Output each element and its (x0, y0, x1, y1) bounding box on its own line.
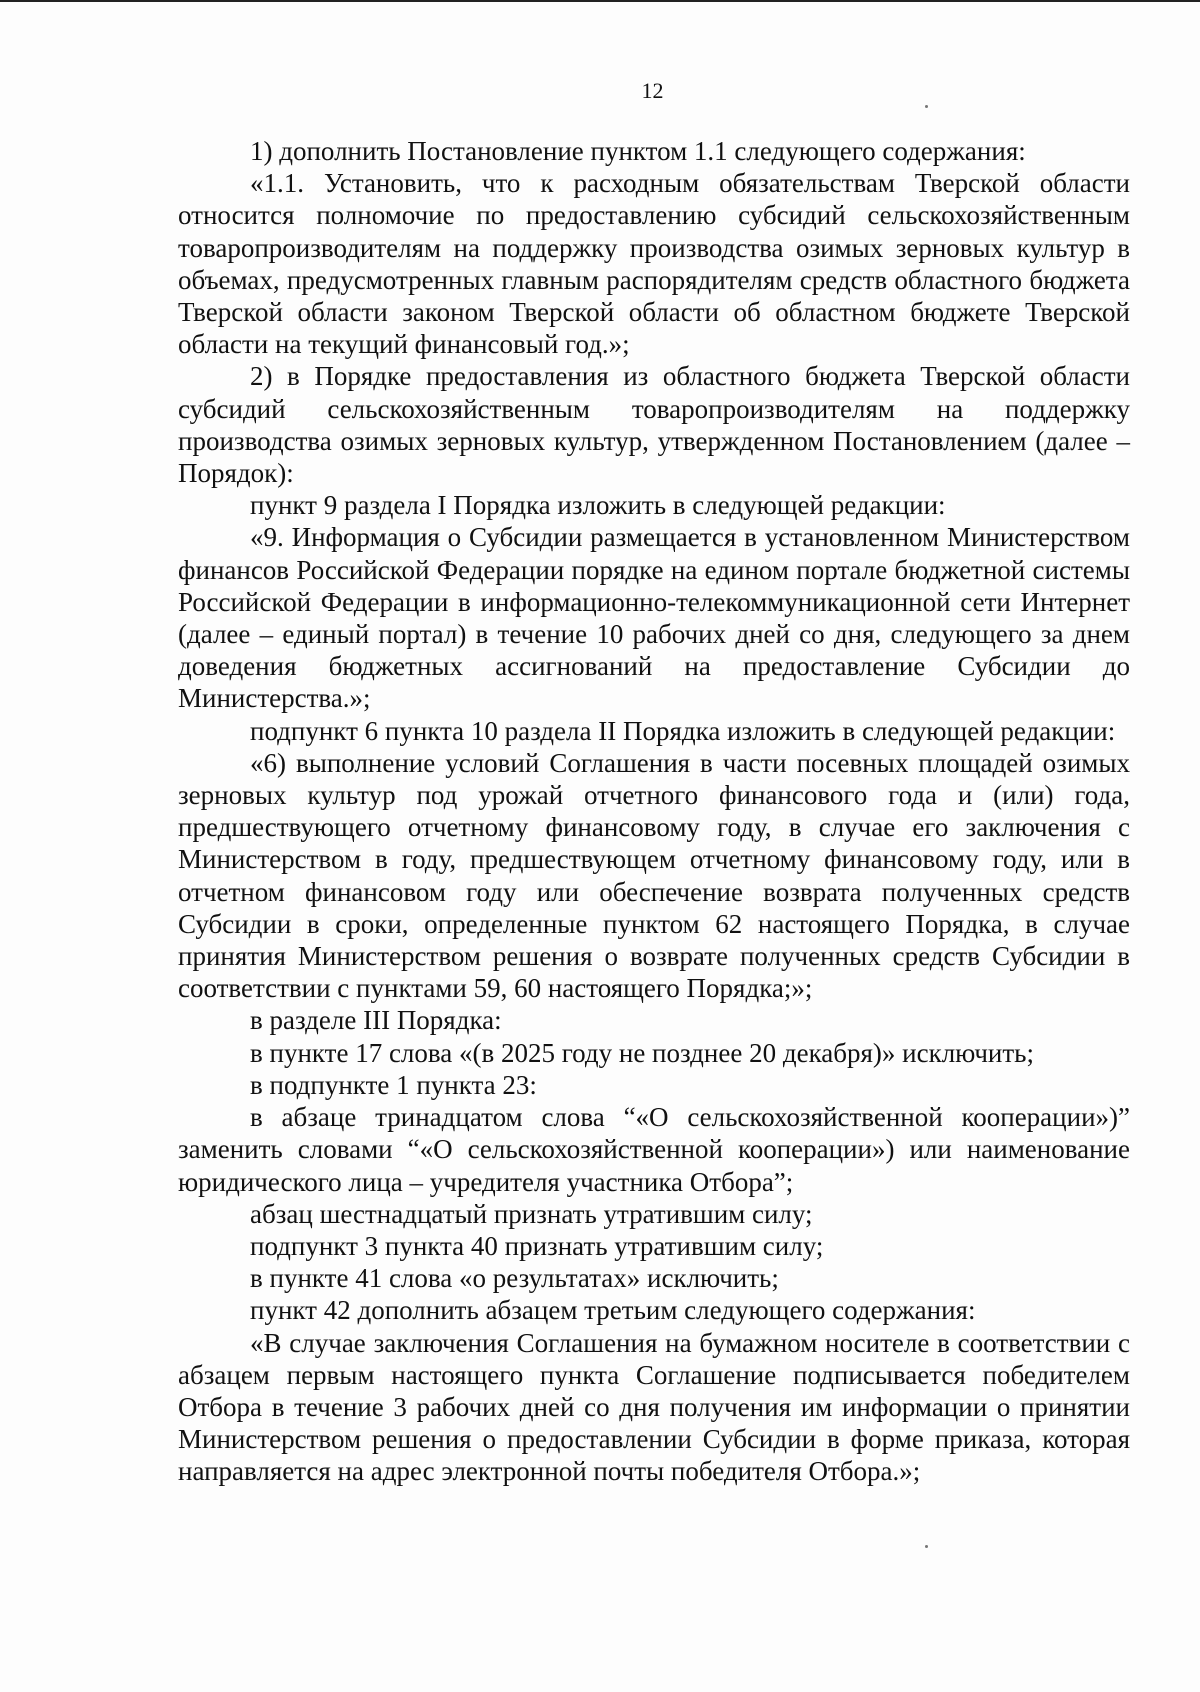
paragraph: пункт 42 дополнить абзацем третьим следующего содержания: (250, 1295, 976, 1326)
paragraph: абзац шестнадцатый признать утратившим силу; (250, 1198, 813, 1229)
paragraph: пункт 9 раздела I Порядка изложить в следующей редакции: (250, 490, 946, 521)
paragraph: «6) выполнение условий Соглашения в части посевных площадей озимых зерновых культур под урожай отчетного финансового года и (или) года, предшествующего отчетному финансовому году, в случае его заключения с Министерством в году, предшествующем отчетному финансовому году, или в отчетном финансовом году или обеспечение возврата полученных средств Субсидии в сроки, определенные пунктом 62 настоящего Порядка, в случае принятия Министерством решения о возврате полученных средств Субсидии в соответствии с пунктами 59, 60 настоящего Порядка;»; (178, 747, 1130, 1004)
page-number: 12 (641, 78, 664, 103)
scan-speck (925, 1545, 928, 1548)
paragraph: в пункте 17 слова «(в 2025 году не позднее 20 декабря)» исключить; (250, 1037, 1034, 1068)
paragraph: 2) в Порядке предоставления из областного бюджета Тверской области субсидий сельскохозяйственным товаропроизводителям на поддержку производства озимых зерновых культур, утвержденном Постановлением (далее – Порядок): (178, 361, 1130, 489)
paragraph: «9. Информация о Субсидии размещается в установленном Министерством финансов Российской Федерации порядке на едином портале бюджетной системы Российской Федерации в информационно-телекоммуникационной сети Интернет (далее – единый портал) в течение 10 рабочих дней со дня, следующего за днем доведения бюджетных ассигнований на предоставление Субсидии до Министерства.»; (178, 522, 1130, 714)
document-body (178, 135, 1130, 1488)
paragraph: «В случае заключения Соглашения на бумажном носителе в соответствии с абзацем первым настоящего пункта Соглашение подписывается победителем Отбора в течение 3 рабочих дней со дня получения им информации о принятии Министерством решения о предоставлении Субсидии в форме приказа, которая направляется на адрес электронной почты победителя Отбора.»; (178, 1327, 1130, 1487)
paragraph: 1) дополнить Постановление пунктом 1.1 следующего содержания: (250, 136, 1026, 166)
paragraph: «1.1. Установить, что к расходным обязательствам Тверской области относится полномочие по предоставлению субсидий сельскохозяйственным товаропроизводителям на поддержку производства озимых зерновых культур в объемах, предусмотренных главным распорядителям средств областного бюджета Тверской области законом Тверской области об областном бюджете Тверской области на текущий финансовый год.»; (178, 168, 1130, 360)
paragraph: в абзаце тринадцатом слова “«О сельскохозяйственной кооперации»)” заменить словами “«О сельскохозяйственной кооперации») или наименование юридического лица – учредителя участника Отбора”; (178, 1102, 1130, 1197)
paragraph: в подпункте 1 пункта 23: (250, 1069, 537, 1100)
paragraph: подпункт 6 пункта 10 раздела II Порядка изложить в следующей редакции: (250, 715, 1116, 746)
paragraph: подпункт 3 пункта 40 признать утратившим силу; (250, 1230, 824, 1261)
paragraph: в пункте 41 слова «о результатах» исключить; (250, 1263, 779, 1294)
scan-top-edge (0, 0, 1200, 2)
scan-speck (925, 105, 928, 108)
paragraph: в разделе III Порядка: (250, 1005, 502, 1036)
